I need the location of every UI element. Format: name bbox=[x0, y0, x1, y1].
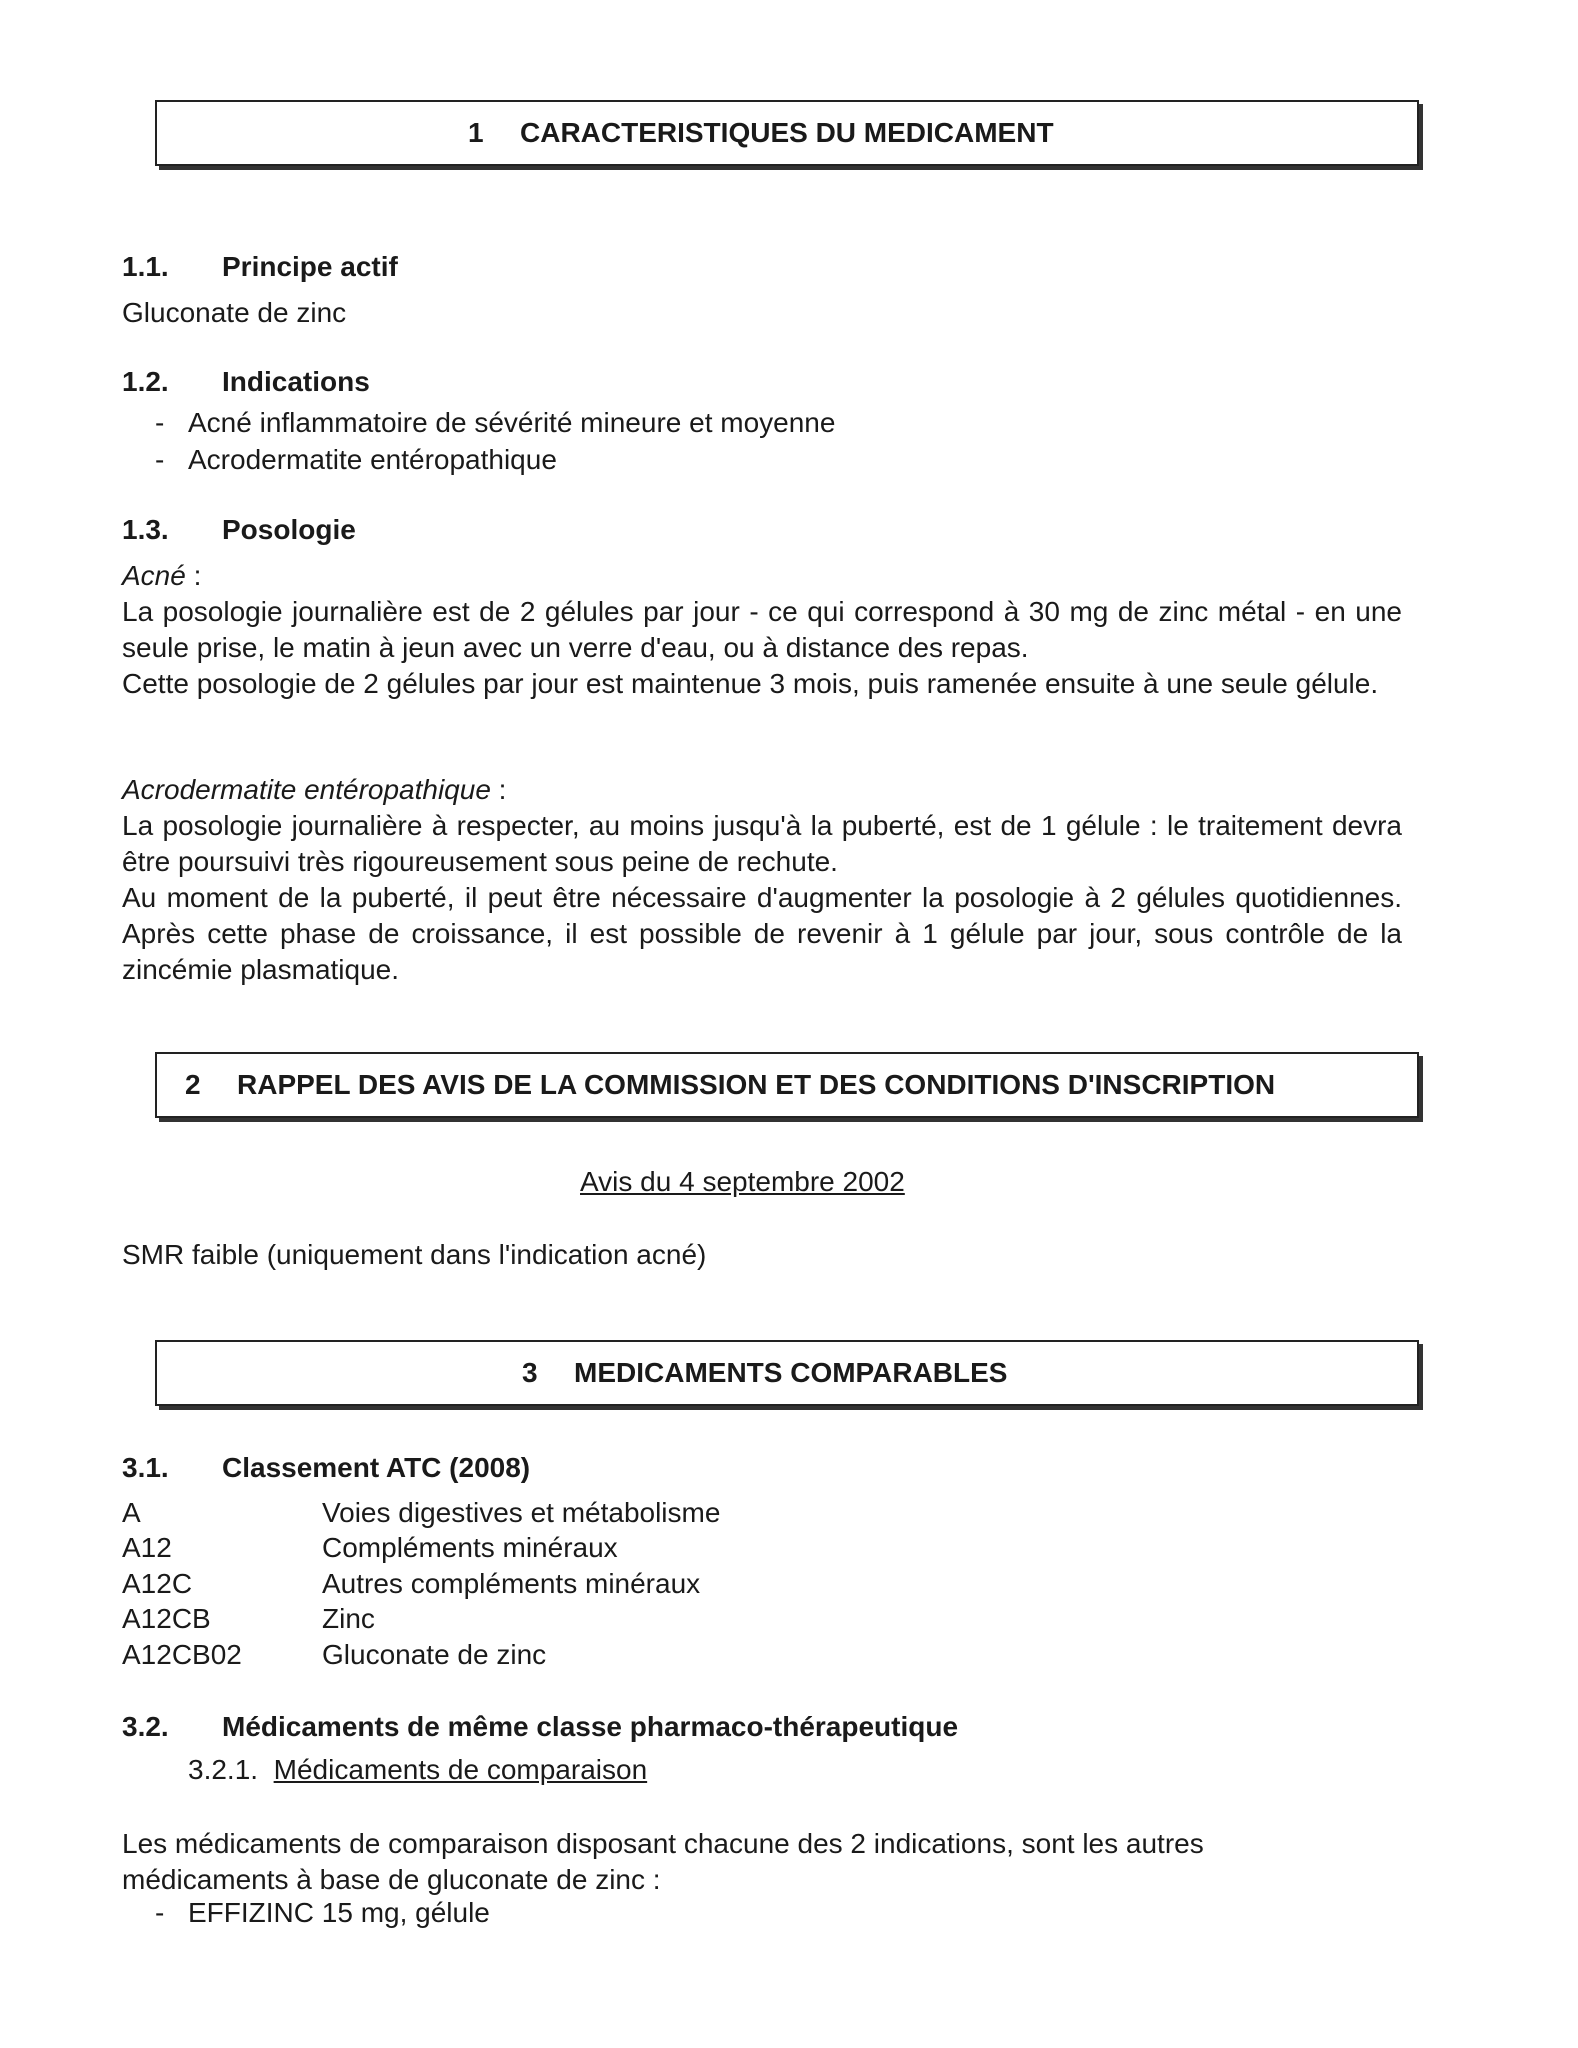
atc-code: A12CB bbox=[122, 1603, 211, 1634]
heading-3-2-1: 3.2.1. Médicaments de comparaison bbox=[188, 1754, 648, 1785]
acro-paragraph-1: La posologie journalière à respecter, au moins jusqu'à la puberté, est de 1 gélule : le traitement devra être poursuivi très rigoureusement sous peine de rechute. bbox=[122, 810, 1402, 877]
acne-paragraph-1: La posologie journalière est de 2 gélules par jour - ce qui correspond à 30 mg de zinc métal - en une seule prise, le matin à jeun avec un verre d'eau, ou à distance des repas. bbox=[122, 596, 1402, 663]
atc-label: Gluconate de zinc bbox=[322, 1639, 547, 1670]
section-3-title: 3 MEDICAMENTS COMPARABLES bbox=[522, 1357, 1008, 1388]
section-1-header bbox=[155, 100, 1419, 166]
heading-3-1: 3.1. Classement ATC (2008) bbox=[122, 1452, 531, 1483]
comparator-item: - EFFIZINC 15 mg, gélule bbox=[155, 1897, 490, 1928]
atc-code: A12 bbox=[122, 1532, 172, 1563]
heading-3-2: 3.2. Médicaments de même classe pharmaco-thérapeutique bbox=[122, 1711, 959, 1742]
section-2-header bbox=[155, 1052, 1419, 1118]
acne-paragraph-2: Cette posologie de 2 gélules par jour est maintenue 3 mois, puis ramenée ensuite à une seule gélule. bbox=[122, 668, 1379, 699]
section-1-title: 1 CARACTERISTIQUES DU MEDICAMENT bbox=[468, 117, 1054, 148]
acro-label: Acrodermatite entéropathique : bbox=[122, 774, 507, 805]
comparaison-text: Les médicaments de comparaison disposant chacune des 2 indications, sont les autres médicaments à base de gluconate de zinc : bbox=[122, 1828, 1204, 1895]
heading-1-3: 1.3. Posologie bbox=[122, 514, 356, 545]
avis-date: Avis du 4 septembre 2002 bbox=[580, 1166, 905, 1197]
atc-label: Autres compléments minéraux bbox=[322, 1568, 701, 1599]
heading-1-2: 1.2. Indications bbox=[122, 366, 370, 397]
atc-label: Voies digestives et métabolisme bbox=[322, 1497, 721, 1528]
acne-label: Acné : bbox=[122, 560, 202, 591]
section-2-title: 2 RAPPEL DES AVIS DE LA COMMISSION ET DES CONDITIONS D'INSCRIPTION bbox=[185, 1069, 1276, 1100]
atc-code: A12CB02 bbox=[122, 1639, 242, 1670]
atc-label: Compléments minéraux bbox=[322, 1532, 618, 1563]
atc-code: A12C bbox=[122, 1568, 193, 1599]
acro-paragraph-2: Au moment de la puberté, il peut être nécessaire d'augmenter la posologie à 2 gélules quotidiennes. Après cette phase de croissance, il est possible de revenir à 1 gélule par jour, sous contrôle de la zincémie plasmatique. bbox=[122, 882, 1402, 985]
principe-actif-text: Gluconate de zinc bbox=[122, 297, 347, 328]
indication-item: - Acrodermatite entéropathique bbox=[155, 444, 557, 475]
smr-text: SMR faible (uniquement dans l'indication acné) bbox=[122, 1239, 707, 1270]
heading-1-1: 1.1. Principe actif bbox=[122, 251, 398, 282]
indication-item: - Acné inflammatoire de sévérité mineure et moyenne bbox=[155, 407, 836, 438]
atc-code: A bbox=[122, 1497, 141, 1528]
atc-label: Zinc bbox=[322, 1603, 375, 1634]
section-3-header bbox=[155, 1340, 1419, 1406]
